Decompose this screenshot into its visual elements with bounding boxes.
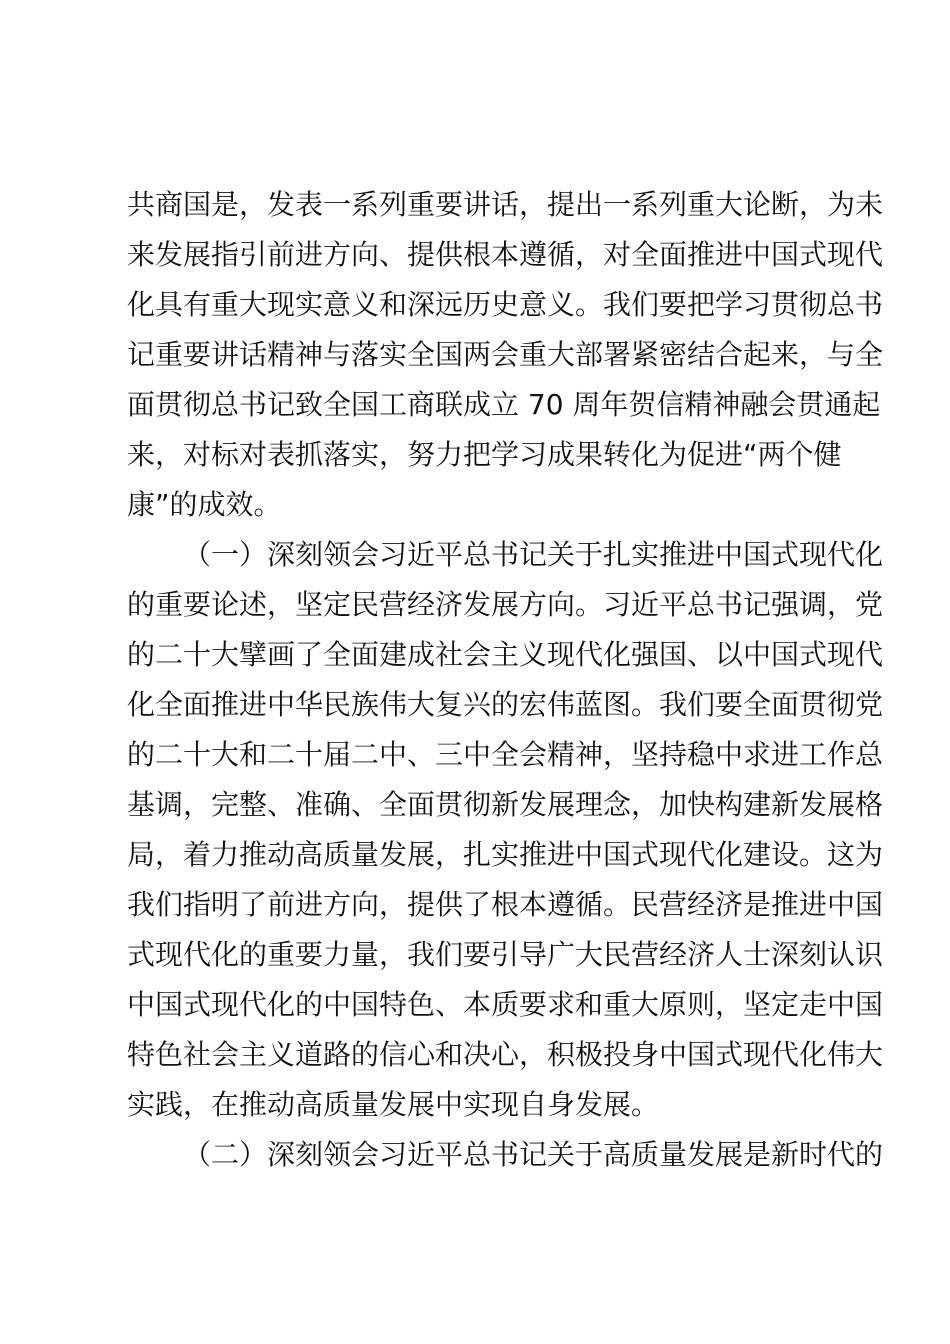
text-line: 式现代化的重要力量，我们要引导广大民营经济人士深刻认识	[127, 938, 884, 971]
text-line: 康”的成效。	[127, 488, 282, 521]
text-line: 特色社会主义道路的信心和决心，积极投身中国式现代化伟大	[127, 1038, 884, 1071]
text-line: 来，对标对表抓落实，努力把学习成果转化为促进“两个健	[127, 438, 842, 471]
text-line: 中国式现代化的中国特色、本质要求和重大原则，坚定走中国	[127, 988, 884, 1021]
section-heading-line: （一）深刻领会习近平总书记关于扎实推进中国式现代化	[183, 538, 884, 571]
text-line: 我们指明了前进方向，提供了根本遵循。民营经济是推进中国	[127, 888, 884, 921]
text-line: 局，着力推动高质量发展，扎实推进中国式现代化建设。这为	[127, 838, 884, 871]
text-line: 来发展指引前进方向、提供根本遵循，对全面推进中国式现代	[127, 238, 884, 271]
text-line: 面贯彻总书记致全国工商联成立 70 周年贺信精神融会贯通起	[127, 388, 881, 421]
text-line: 化全面推进中华民族伟大复兴的宏伟蓝图。我们要全面贯彻党	[127, 688, 884, 721]
text-line: 基调，完整、准确、全面贯彻新发展理念，加快构建新发展格	[127, 788, 884, 821]
text-line: 共商国是，发表一系列重要讲话，提出一系列重大论断，为未	[127, 188, 884, 221]
text-line: 记重要讲话精神与落实全国两会重大部署紧密结合起来，与全	[127, 338, 884, 371]
section-heading-line: （二）深刻领会习近平总书记关于高质量发展是新时代的	[183, 1138, 884, 1171]
text-line: 化具有重大现实意义和深远历史意义。我们要把学习贯彻总书	[127, 288, 884, 321]
text-line: 实践，在推动高质量发展中实现自身发展。	[127, 1088, 660, 1121]
text-line: 的二十大擘画了全面建成社会主义现代化强国、以中国式现代	[127, 638, 884, 671]
text-line: 的二十大和二十届二中、三中全会精神，坚持稳中求进工作总	[127, 738, 884, 771]
text-line: 的重要论述，坚定民营经济发展方向。习近平总书记强调，党	[127, 588, 884, 621]
